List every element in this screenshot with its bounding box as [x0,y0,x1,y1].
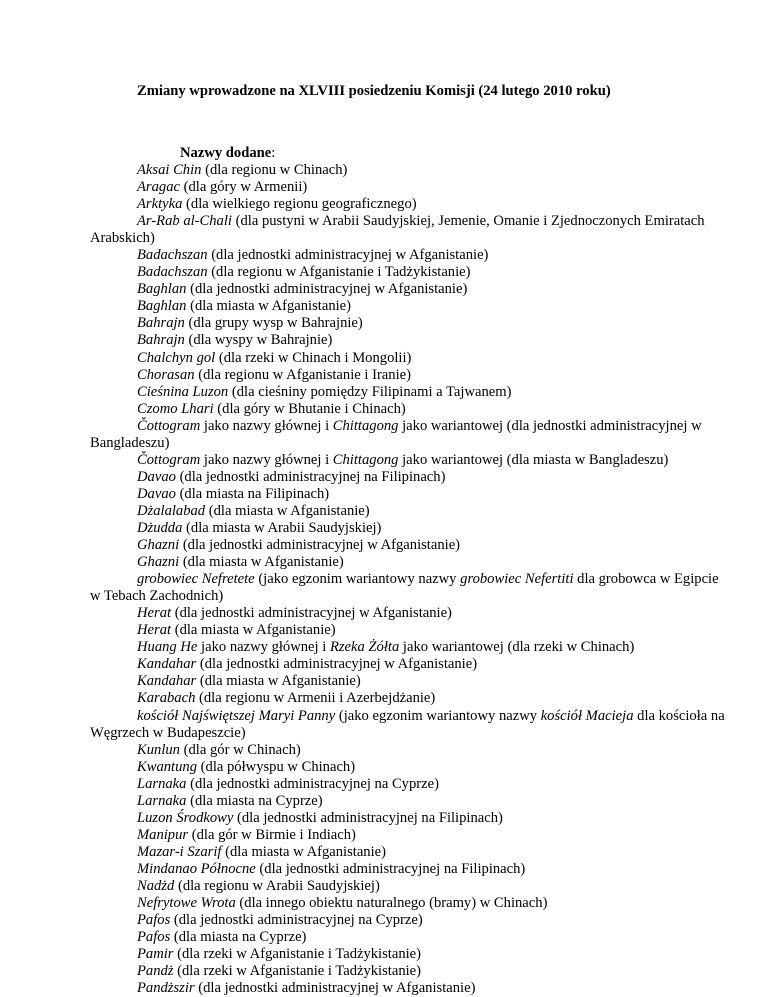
list-item [90,912,730,929]
place-name: Davao [137,485,176,502]
place-name: Čottogram [137,451,201,468]
place-name: Herat [137,605,172,622]
place-name: Chorasan [137,366,195,383]
entry-description: (dla miasta w Afganistanie) [196,673,361,690]
place-name: Manipur [137,826,189,843]
place-name: Chittagong [332,417,399,434]
place-name: Pamir [137,946,174,963]
place-name: Ghazni [137,554,180,571]
entry-description: (jako egzonim wariantowy nazwy [335,707,541,724]
entry-description: (dla regionu w Arabii Saudyjskiej) [174,877,380,894]
place-name: Aksai Chin [137,162,202,178]
entry-description: (dla wielkiego regionu geograficznego) [182,196,417,213]
entry-description: (dla góry w Bhutanie i Chinach) [213,400,406,417]
document-title: Zmiany wprowadzone na XLVIII posiedzeniu Komisji (24 lutego 2010 roku) [137,83,611,99]
list-item [90,418,730,452]
list-item [90,298,730,315]
place-name: Pafos [137,929,171,946]
list-item [90,793,730,810]
entry-description: jako nazwy głównej i [200,417,333,434]
list-item [90,895,730,912]
list-item [90,844,730,861]
list-item [90,759,730,776]
list-item [90,673,730,690]
place-name: Davao [137,468,176,485]
place-name: Baghlan [137,281,187,298]
list-item [90,946,730,963]
entry-description: jako wariantowej (dla rzeki w Chinach) [399,639,635,656]
entry-description: (dla regionu w Afganistanie i Iranie) [194,366,411,383]
entry-description: (dla półwyspu w Chinach) [197,758,356,775]
list-item [90,742,730,759]
place-name: Kunlun [137,741,180,758]
place-name: Ghazni [137,537,180,554]
list-item [90,196,730,213]
list-item [90,503,730,520]
list-item [90,367,730,384]
list-item [90,332,730,349]
entry-description: (dla gór w Birmie i Indiach) [188,826,356,843]
place-name: Cieśnina Luzon [137,383,229,400]
list-item [90,810,730,827]
entry-description: jako wariantowej (dla miasta w Bangladeszu) [398,451,669,468]
list-item [90,247,730,264]
place-name: Karabach [137,690,196,707]
entry-description: (dla rzeki w Afganistanie i Tadżykistanie) [173,963,422,980]
entry-description: (dla regionu w Armenii i Azerbejdżanie) [195,690,436,707]
place-name: Huang He [137,639,198,656]
place-name: Larnaka [137,775,187,792]
section-heading-suffix: : [271,145,276,161]
list-item [90,537,730,554]
place-name: Herat [137,622,172,639]
place-name: Nadżd [137,877,175,894]
entry-description: (dla pustyni w Arabii Saudyjskiej, Jemenie, Omanie i Zjednoczonych Emiratach Arabskich) [90,213,705,247]
entry-description: (dla miasta w Afganistanie) [205,502,370,519]
place-name: Pandż [137,963,174,980]
list-item [90,827,730,844]
list-item [90,622,730,639]
place-name: kościół Macieja [540,707,634,724]
place-name: Mindanao Północne [137,860,256,877]
list-item [90,639,730,656]
place-name: Baghlan [137,298,187,315]
entry-description: (dla jednostki administracyjnej w Afganistanie) [194,980,476,997]
list-item [90,605,730,622]
place-name: Kandahar [137,673,197,690]
entry-description: (dla miasta w Afganistanie) [171,622,336,639]
entry-description: (dla rzeki w Chinach i Mongolii) [215,349,412,366]
entry-description: (dla gór w Chinach) [179,741,301,758]
entry-description: (dla jednostki administracyjnej na Cyprze) [170,912,423,929]
place-name: Kwantung [137,758,198,775]
list-item [90,878,730,895]
entry-description: (dla jednostki administracyjnej na Filipinach) [175,468,446,485]
place-name: Luzon Środkowy [137,809,234,826]
list-item [90,452,730,469]
list-item [90,520,730,537]
entry-description: (dla jednostki administracyjnej w Afganistanie) [207,247,489,264]
list-item [90,571,730,605]
entry-description: dla kościoła na Węgrzech w Budapeszcie) [90,707,725,741]
place-name: Dżudda [137,519,183,536]
entry-description: (dla jednostki administracyjnej na Filipinach) [255,860,526,877]
place-name: Badachszan [137,264,208,281]
list-item [90,384,730,401]
place-name: Mazar-i Szarif [137,843,222,860]
list-item [90,213,730,247]
list-item [90,401,730,418]
place-name: Bahrajn [137,315,185,332]
entry-description: (dla wyspy w Bahrajnie) [184,332,333,349]
list-item [90,980,730,997]
place-name: Pafos [137,912,171,929]
list-item [90,708,730,742]
list-item [90,929,730,946]
list-item [90,776,730,793]
entry-description: (dla cieśniny pomiędzy Filipinami a Tajwanem) [228,383,512,400]
place-name: Ar-Rab al-Chali [137,213,232,230]
list-item [90,281,730,298]
entry-description: (dla regionu w Afganistanie i Tadżykistanie) [207,264,471,281]
entry-description: jako wariantowej (dla jednostki administracyjnej w Bangladeszu) [90,417,702,451]
section-heading-label: Nazwy dodane [180,145,272,161]
place-name: Larnaka [137,792,187,809]
entry-description: (dla miasta w Afganistanie) [186,298,352,315]
place-name: Czomo Lhari [137,400,214,417]
place-name: Chalchyn gol [137,349,216,366]
entry-description: (jako egzonim wariantowy nazwy [254,571,461,588]
entry-description: (dla miasta w Afganistanie) [179,554,344,571]
place-name: Čottogram [137,417,201,434]
list-item [90,554,730,571]
entry-description: (dla miasta na Cyprze) [170,929,307,946]
place-name: grobowiec Nefertiti [460,571,574,588]
section-heading [180,145,275,162]
list-item [90,264,730,281]
entry-description: jako nazwy głównej i [197,639,330,656]
list-item [90,861,730,878]
entry-description: (dla miasta na Cyprze) [186,792,323,809]
place-name: Kandahar [137,656,197,673]
place-name: Rzeka Żółta [329,639,400,656]
entry-description: (dla jednostki administracyjnej w Afganistanie) [171,605,452,622]
list-item [90,315,730,332]
place-name: Bahrajn [137,332,185,349]
list-item [90,486,730,503]
list-item [90,350,730,367]
list-item [90,690,730,707]
place-name: kościół Najświętszej Maryi Panny [137,707,336,724]
place-name: grobowiec Nefretete [137,571,255,588]
entry-description: (dla jednostki administracyjnej w Afganistanie) [186,281,468,298]
entry-description: (dla miasta w Arabii Saudyjskiej) [182,519,382,536]
entry-description: (dla grupy wysp w Bahrajnie) [184,315,363,332]
place-name: Dżalalabad [137,502,206,519]
entry-description: (dla rzeki w Afganistanie i Tadżykistanie) [173,946,422,963]
entry-description: dla grobowca w Egipcie w Tebach Zachodnich) [90,571,719,605]
entry-description: (dla jednostki administracyjnej w Afganistanie) [196,656,478,673]
place-name: Pandższir [137,980,195,997]
entry-description: (dla miasta w Afganistanie) [221,843,386,860]
entry-description: (dla jednostki administracyjnej na Filipinach) [233,809,503,826]
list-item [90,963,730,980]
place-name: Badachszan [137,247,208,264]
list-item [90,656,730,673]
place-name: Chittagong [332,451,399,468]
place-name: Aragac [137,179,180,196]
entry-description: (dla innego obiektu naturalnego (bramy) w Chinach) [235,895,548,912]
entry-description: (dla jednostki administracyjnej na Cyprze) [186,775,439,792]
added-names-list [90,162,730,997]
entry-description: (dla jednostki administracyjnej w Afganistanie) [179,537,461,554]
entry-description: jako nazwy głównej i [200,451,333,468]
list-item [90,162,730,179]
entry-description: (dla góry w Armenii) [179,179,308,196]
entry-description: (dla miasta na Filipinach) [175,485,330,502]
list-item [90,179,730,196]
list-item [90,469,730,486]
place-name: Nefrytowe Wrota [137,895,236,912]
place-name: Arktyka [137,196,183,213]
entry-description: (dla regionu w Chinach) [201,162,348,178]
